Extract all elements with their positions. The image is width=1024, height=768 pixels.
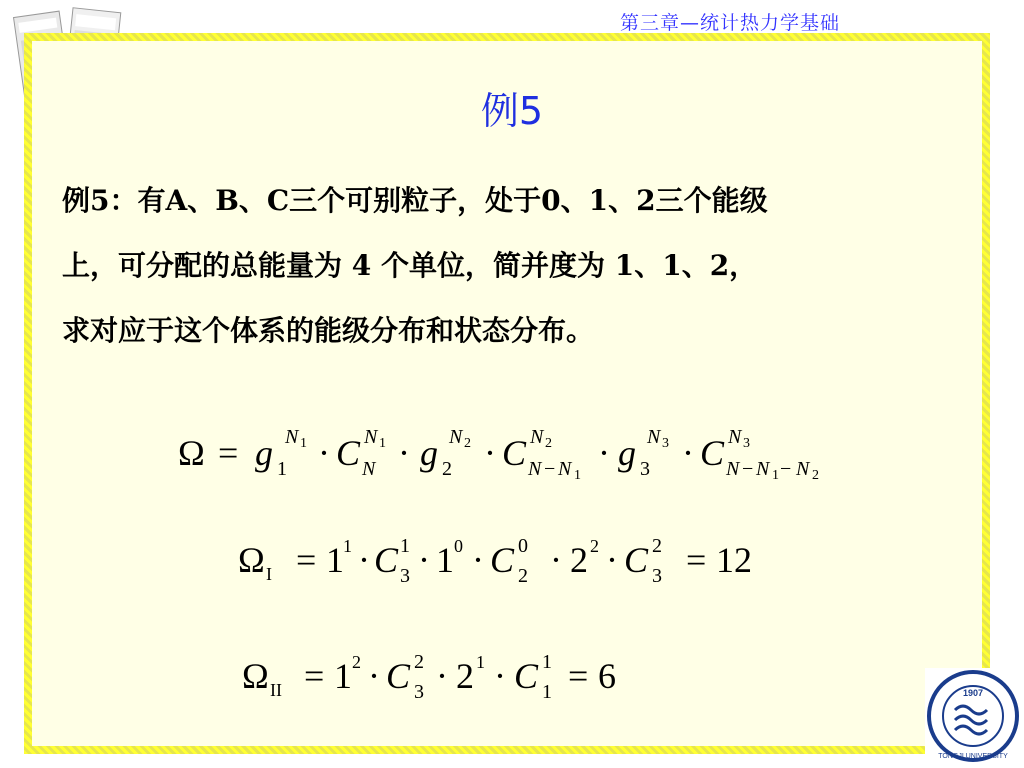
svg-text:1: 1 bbox=[379, 436, 386, 451]
svg-text:=: = bbox=[568, 656, 589, 696]
svg-text:3: 3 bbox=[662, 436, 669, 451]
omega-II-formula bbox=[242, 651, 616, 703]
svg-text:N: N bbox=[362, 458, 376, 480]
svg-text:1: 1 bbox=[574, 468, 581, 483]
svg-text:·: · bbox=[358, 540, 370, 580]
svg-text:N: N bbox=[364, 426, 378, 448]
svg-text:·: · bbox=[368, 656, 380, 696]
svg-text:·: · bbox=[550, 540, 562, 580]
problem-line: 求对应于这个体系的能级分布和状态分布。 bbox=[62, 314, 595, 347]
svg-text:=: = bbox=[218, 433, 239, 473]
svg-text:·: · bbox=[398, 433, 410, 473]
svg-text:1: 1 bbox=[343, 536, 352, 556]
svg-text:2: 2 bbox=[518, 565, 528, 587]
svg-text:1: 1 bbox=[542, 681, 552, 703]
svg-text:3: 3 bbox=[640, 458, 650, 480]
svg-text:I: I bbox=[266, 564, 272, 584]
svg-text:0: 0 bbox=[454, 536, 463, 556]
svg-text:1: 1 bbox=[277, 458, 287, 480]
svg-text:N: N bbox=[285, 426, 299, 448]
svg-text:·: · bbox=[682, 433, 694, 473]
svg-text:C: C bbox=[386, 656, 411, 696]
svg-text:3: 3 bbox=[414, 681, 424, 703]
svg-text:2: 2 bbox=[570, 540, 588, 580]
svg-text:2: 2 bbox=[464, 436, 471, 451]
svg-text:1: 1 bbox=[400, 535, 410, 557]
svg-text:N: N bbox=[647, 426, 661, 448]
svg-text:1: 1 bbox=[326, 540, 344, 580]
svg-text:−: − bbox=[742, 458, 754, 480]
svg-text:2: 2 bbox=[414, 651, 424, 673]
general-formula bbox=[178, 426, 819, 483]
svg-text:1: 1 bbox=[772, 468, 779, 483]
svg-text:II: II bbox=[270, 680, 282, 700]
svg-text:1: 1 bbox=[542, 651, 552, 673]
svg-text:·: · bbox=[436, 656, 448, 696]
svg-text:2: 2 bbox=[545, 436, 552, 451]
svg-text:N: N bbox=[756, 458, 770, 480]
svg-text:Ω: Ω bbox=[178, 433, 205, 473]
svg-text:·: · bbox=[484, 433, 496, 473]
svg-text:Ω: Ω bbox=[238, 540, 265, 580]
svg-text:2: 2 bbox=[442, 458, 452, 480]
svg-text:3: 3 bbox=[743, 436, 750, 451]
svg-text:N: N bbox=[558, 458, 572, 480]
svg-text:2: 2 bbox=[652, 535, 662, 557]
svg-text:6: 6 bbox=[598, 656, 616, 696]
svg-text:=: = bbox=[686, 540, 707, 580]
svg-text:=: = bbox=[304, 656, 325, 696]
svg-text:N: N bbox=[728, 426, 742, 448]
svg-text:2: 2 bbox=[456, 656, 474, 696]
svg-text:−: − bbox=[544, 458, 556, 480]
svg-text:N: N bbox=[530, 426, 544, 448]
svg-text:1: 1 bbox=[476, 652, 485, 672]
svg-text:·: · bbox=[598, 433, 610, 473]
omega-I-formula bbox=[238, 535, 752, 587]
logo-text: TONGJI UNIVERSITY bbox=[938, 753, 1008, 760]
svg-text:3: 3 bbox=[652, 565, 662, 587]
svg-text:12: 12 bbox=[716, 540, 752, 580]
chapter-title: 第三章—统计热力学基础 bbox=[620, 12, 841, 34]
svg-text:1: 1 bbox=[436, 540, 454, 580]
svg-text:C: C bbox=[514, 656, 539, 696]
svg-text:0: 0 bbox=[518, 535, 528, 557]
svg-text:·: · bbox=[472, 540, 484, 580]
svg-text:2: 2 bbox=[352, 652, 361, 672]
svg-text:1: 1 bbox=[300, 436, 307, 451]
svg-text:C: C bbox=[336, 433, 361, 473]
svg-text:N: N bbox=[796, 458, 810, 480]
slide-title: 例5 bbox=[480, 89, 544, 133]
svg-text:−: − bbox=[780, 458, 792, 480]
svg-text:g: g bbox=[618, 433, 636, 473]
svg-text:C: C bbox=[490, 540, 515, 580]
svg-text:·: · bbox=[318, 433, 330, 473]
svg-text:N: N bbox=[528, 458, 542, 480]
svg-text:g: g bbox=[420, 433, 438, 473]
svg-text:2: 2 bbox=[812, 468, 819, 483]
problem-line: 上，可分配的总能量为 4 个单位，简并度为 1、1、2， bbox=[62, 249, 758, 282]
logo-year: 1907 bbox=[962, 688, 984, 698]
svg-text:g: g bbox=[255, 433, 273, 473]
svg-text:·: · bbox=[494, 656, 506, 696]
svg-text:N: N bbox=[449, 426, 463, 448]
svg-text:C: C bbox=[624, 540, 649, 580]
svg-text:1: 1 bbox=[334, 656, 352, 696]
svg-text:·: · bbox=[418, 540, 430, 580]
svg-text:Ω: Ω bbox=[242, 656, 269, 696]
svg-text:C: C bbox=[502, 433, 527, 473]
svg-text:C: C bbox=[700, 433, 725, 473]
tongji-university-seal-icon bbox=[925, 668, 1021, 764]
svg-text:·: · bbox=[606, 540, 618, 580]
problem-line: 例5：有A、B、C三个可别粒子，处于0、1、2三个能级 bbox=[62, 184, 768, 217]
svg-text:=: = bbox=[296, 540, 317, 580]
svg-text:3: 3 bbox=[400, 565, 410, 587]
svg-text:C: C bbox=[374, 540, 399, 580]
svg-text:N: N bbox=[726, 458, 740, 480]
svg-text:2: 2 bbox=[590, 536, 599, 556]
